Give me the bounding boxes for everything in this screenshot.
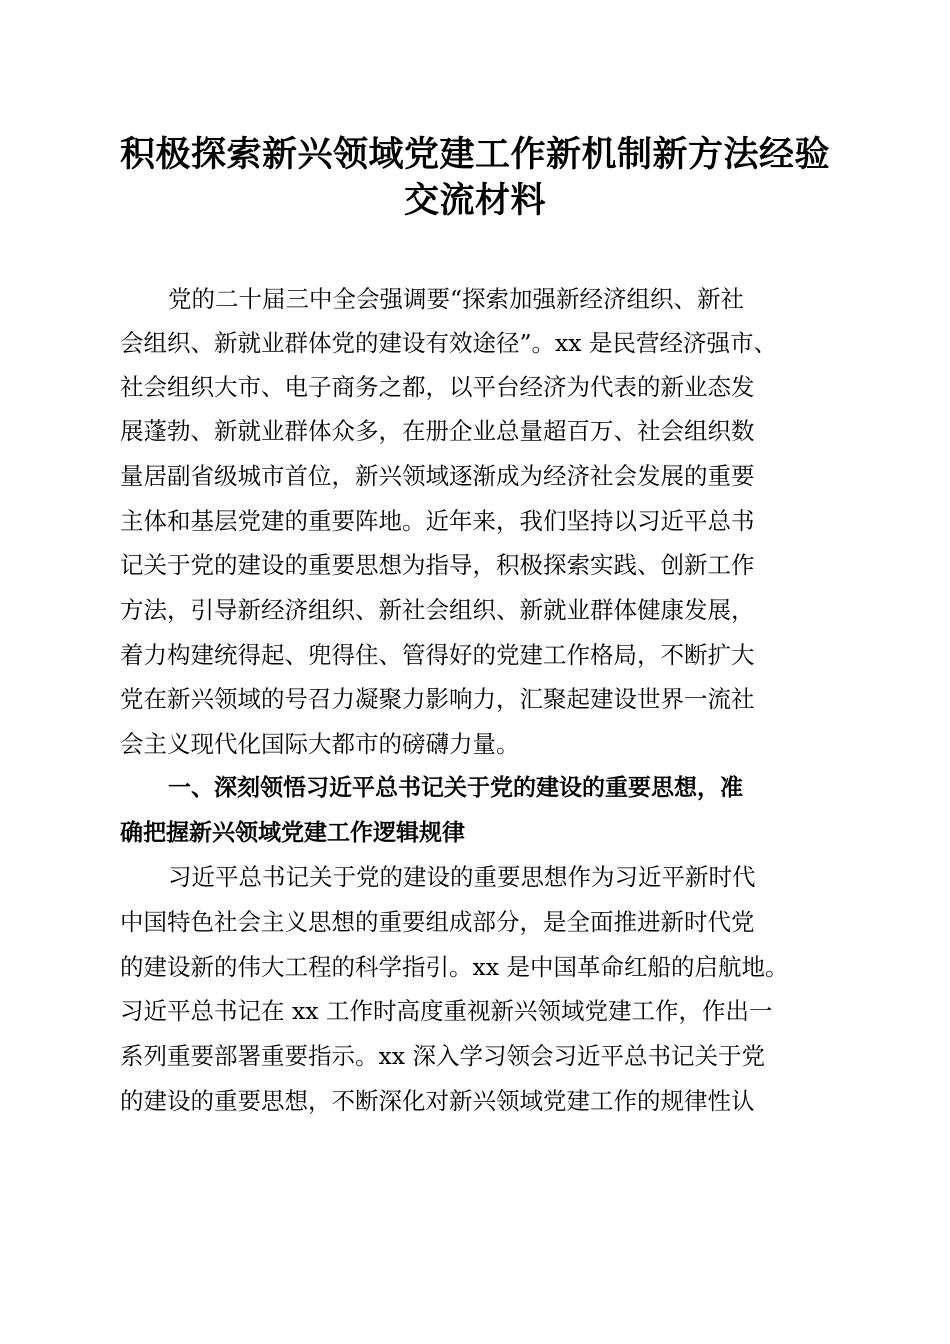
document-title — [100, 132, 850, 224]
paragraph-line: 会组织、新就业群体党的建设有效途径”。xx 是民营经济强市、 — [120, 329, 777, 357]
heading-line: 一、深刻领悟习近平总书记关于党的建设的重要思想，准 — [168, 775, 743, 801]
paragraph-line: 展蓬勃、新就业群体众多，在册企业总量超百万、社会组织数 — [120, 417, 755, 445]
title-line-2: 交流材料 — [403, 180, 546, 221]
title-line-1: 积极探索新兴领域党建工作新机制新方法经验 — [119, 134, 830, 175]
paragraph-line: 中国特色社会主义思想的重要组成部分，是全面推进新时代党 — [120, 908, 755, 936]
paragraph-line: 习近平总书记关于党的建设的重要思想作为习近平新时代 — [168, 863, 756, 891]
paragraph-line: 习近平总书记在 xx 工作时高度重视新兴领域党建工作，作出一 — [120, 997, 773, 1025]
paragraph-line: 的建设新的伟大工程的科学指引。xx 是中国革命红船的启航地。 — [120, 953, 789, 981]
paragraph-line: 记关于党的建设的重要思想为指导，积极探索实践、创新工作 — [120, 551, 755, 579]
paragraph-line: 系列重要部署重要指示。xx 深入学习领会习近平总书记关于党 — [120, 1042, 765, 1070]
paragraph-line: 的建设的重要思想，不断深化对新兴领域党建工作的规律性认 — [120, 1087, 755, 1115]
paragraph-line: 会主义现代化国际大都市的磅礴力量。 — [120, 730, 520, 758]
paragraph-line: 主体和基层党建的重要阵地。近年来，我们坚持以习近平总书 — [120, 507, 755, 535]
paragraph-line: 党在新兴领域的号召力凝聚力影响力，汇聚起建设世界一流社 — [120, 685, 755, 713]
paragraph-line: 党的二十届三中全会强调要“探索加强新经济组织、新社 — [168, 285, 745, 313]
paragraph-line: 量居副省级城市首位，新兴领域逐渐成为经济社会发展的重要 — [120, 462, 755, 490]
paragraph-line: 着力构建统得起、兜得住、管得好的党建工作格局，不断扩大 — [120, 641, 755, 669]
heading-line: 确把握新兴领域党建工作逻辑规律 — [120, 820, 465, 846]
paragraph-line: 方法，引导新经济组织、新社会组织、新就业群体健康发展， — [120, 596, 755, 624]
paragraph-line: 社会组织大市、电子商务之都，以平台经济为代表的新业态发 — [120, 373, 755, 401]
